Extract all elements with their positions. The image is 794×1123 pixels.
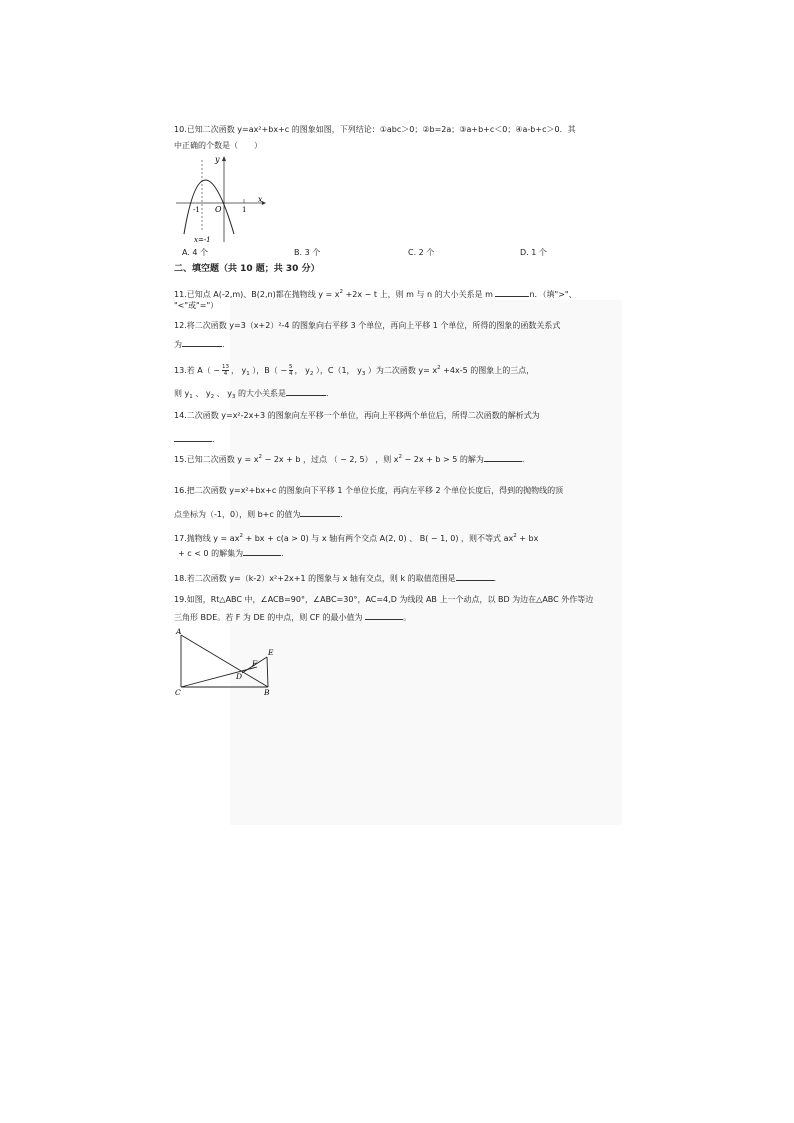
q11-sup: 2 [339,289,344,295]
point-D-label: D [236,672,243,681]
y-axis-label: y [215,155,220,164]
q15-text-a: 15.已知二次函数 y = x [174,455,259,464]
q14-text-end: ． [212,435,220,444]
q13-text-1: 13.若 A（ − [174,366,220,375]
q13-text-3: ），B（ − [249,366,288,375]
origin-label: O [215,205,222,214]
q16-line1: 16.把二次函数 y=x²+bx+c 的图象向下平移 1 个单位长度，再向左平移 2 个单位长度后，得到的抛物线的顶 [174,486,564,495]
q10-option-a[interactable]: A. 4 个 [182,248,209,257]
q13-fraction-2 [289,364,293,377]
q13-text-6: ）为二次函数 y= x [365,366,438,375]
q13-l2-b: 、 y [192,389,211,398]
x-axis-arrow [262,201,266,205]
symmetry-axis-label: x=-1 [194,236,211,244]
parabola-curve [184,180,234,234]
q13-l2-sub3: 3 [231,394,236,400]
q13-sub-3: 3 [361,371,366,377]
q15-answer-blank[interactable] [484,452,522,462]
q13-sup: 2 [437,365,441,371]
q13-line2 [174,386,334,403]
q13-l2-d: 的大小关系是 [235,389,286,398]
q13-text-2: ， y [230,366,247,375]
y-axis-arrow [222,156,226,161]
q13-sub-1: 1 [246,371,250,377]
point-C-label: C [175,688,181,696]
q12-text-b: ． [222,340,230,349]
point-A-label: A [176,627,182,636]
q12-text-a: 为 [174,340,182,349]
point-E-label: E [268,648,274,657]
tick-1-label: 1 [242,206,247,214]
q13-frac2-num: 5 [289,364,293,370]
q13-line1 [174,362,534,380]
q13-frac1-num: 13 [221,364,229,370]
q15-text-c: − 2x + b > 5 的解为 [401,455,484,464]
q19-answer-blank[interactable] [365,610,403,620]
q13-frac2-den: 4 [289,371,293,377]
q11-line2: "<"或"="） [174,301,219,310]
q13-l2-sub1: 1 [189,394,193,400]
q13-l2-c: 、 y [214,389,232,398]
q19-line2 [174,610,411,624]
q15-line1 [174,451,530,466]
q13-l2-a: 则 y [174,389,190,398]
q17-text-d: + c < 0 的解集为 [178,549,244,558]
tick-neg1-label: -1 [193,206,200,214]
section2-title: 二、填空题（共 10 题；共 30 分） [174,264,320,274]
point-F-label: F [252,659,258,668]
q12-line1: 12.将二次函数 y=3（x+2）²-4 的图象向右平移 3 个单位，再向上平移 1 个单位，所得的图象的函数关系式 [174,321,561,330]
q18-line1 [174,571,502,585]
q16-text-b: ． [340,510,349,519]
q16-text-a: 点坐标为（-1，0），则 b+c 的值为 [174,510,301,519]
q18-answer-blank[interactable] [456,571,494,581]
q11-text-c: n．（填">"、 [529,290,577,299]
q14-line2 [174,432,220,446]
q18-text-b: ． [493,574,502,583]
q15-sup2: 2 [398,454,402,460]
q15-text-b: − 2x + b ，过点 （ − 2, 5） ，则 x [262,455,399,464]
q10-parabola-graph [174,154,270,246]
q13-text-7: +4x-5 的图象上的三点， [440,366,535,375]
segment-EB [267,657,268,687]
q17-line1 [174,530,538,545]
x-axis-label: x [258,195,263,204]
q10-line2: 中正确的个数是（ ） [174,141,262,150]
q14-line1: 14.二次函数 y=x²-2x+3 的图象向左平移一个单位，再向上平移两个单位后，所得二次函数的解析式为 [174,411,540,420]
q17-line2 [174,546,289,560]
q17-sup2: 2 [513,533,517,539]
q13-text-5: ），C（1， y [313,366,362,375]
q16-answer-blank[interactable] [300,507,340,517]
q17-answer-blank[interactable] [243,546,281,556]
q10-line1: 10.已知二次函数 y=ax²+bx+c 的图象如图，下列结论：①abc＞0；②b=2a；③a+b+c＜0；④a-b+c＞0．其 [174,125,576,134]
q13-fraction-1 [222,364,229,377]
point-B-label: B [264,688,270,696]
q15-sup1: 2 [258,454,263,460]
q13-answer-blank[interactable] [286,386,326,396]
q17-text-b: + bx + c(a > 0) 与 x 轴有两个交点 A(2, 0) 、 B( − 1, 0) ，则不等式 ax [242,534,514,543]
q11-text-a: 11.已知点 A(-2,m)、B(2,n)都在抛物线 y = x [174,290,340,299]
q13-sub-2: 2 [309,371,314,377]
q13-frac1-den: 4 [223,371,228,377]
q12-answer-blank[interactable] [182,337,222,347]
q13-l2-sub2: 2 [210,394,215,400]
q10-options [174,247,594,259]
q19-text-b: 。 [403,613,412,622]
q12-line2 [174,337,230,351]
q17-sup1: 2 [239,533,243,539]
q10-option-d[interactable]: D. 1 个 [520,248,547,257]
q19-text-a: 三角形 BDE。若 F 为 DE 的中点，则 CF 的最小值为 [174,613,366,622]
q11-answer-blank[interactable] [495,287,529,297]
q18-text-a: 18.若二次函数 y=（k-2）x²+2x+1 的图象与 x 轴有交点，则 k 的取值范围是 [174,574,456,583]
q19-triangle-figure [174,626,284,696]
segment-CF [181,667,257,687]
q14-answer-blank[interactable] [174,432,212,442]
q19-line1: 19.如图，Rt△ABC 中，∠ACB=90°，∠ABC=30°，AC=4,D 为线段 AB 上一个动点，以 BD 为边在△ABC 外作等边 [174,595,594,604]
q13-l2-e: ． [325,389,334,398]
q16-line2 [174,507,348,521]
q15-text-d: ． [521,455,530,464]
q10-option-c[interactable]: C. 2 个 [408,248,435,257]
q17-text-a: 17.抛物线 y = ax [174,534,240,543]
q11-text-b: +2x − t 上，则 m 与 n 的大小关系是 m [343,290,496,299]
q13-text-4: ， y [294,366,310,375]
q17-text-c: + bx [516,534,539,543]
q10-option-b[interactable]: B. 3 个 [294,248,321,257]
q17-text-e: ． [281,549,290,558]
q11-line1 [174,286,577,301]
